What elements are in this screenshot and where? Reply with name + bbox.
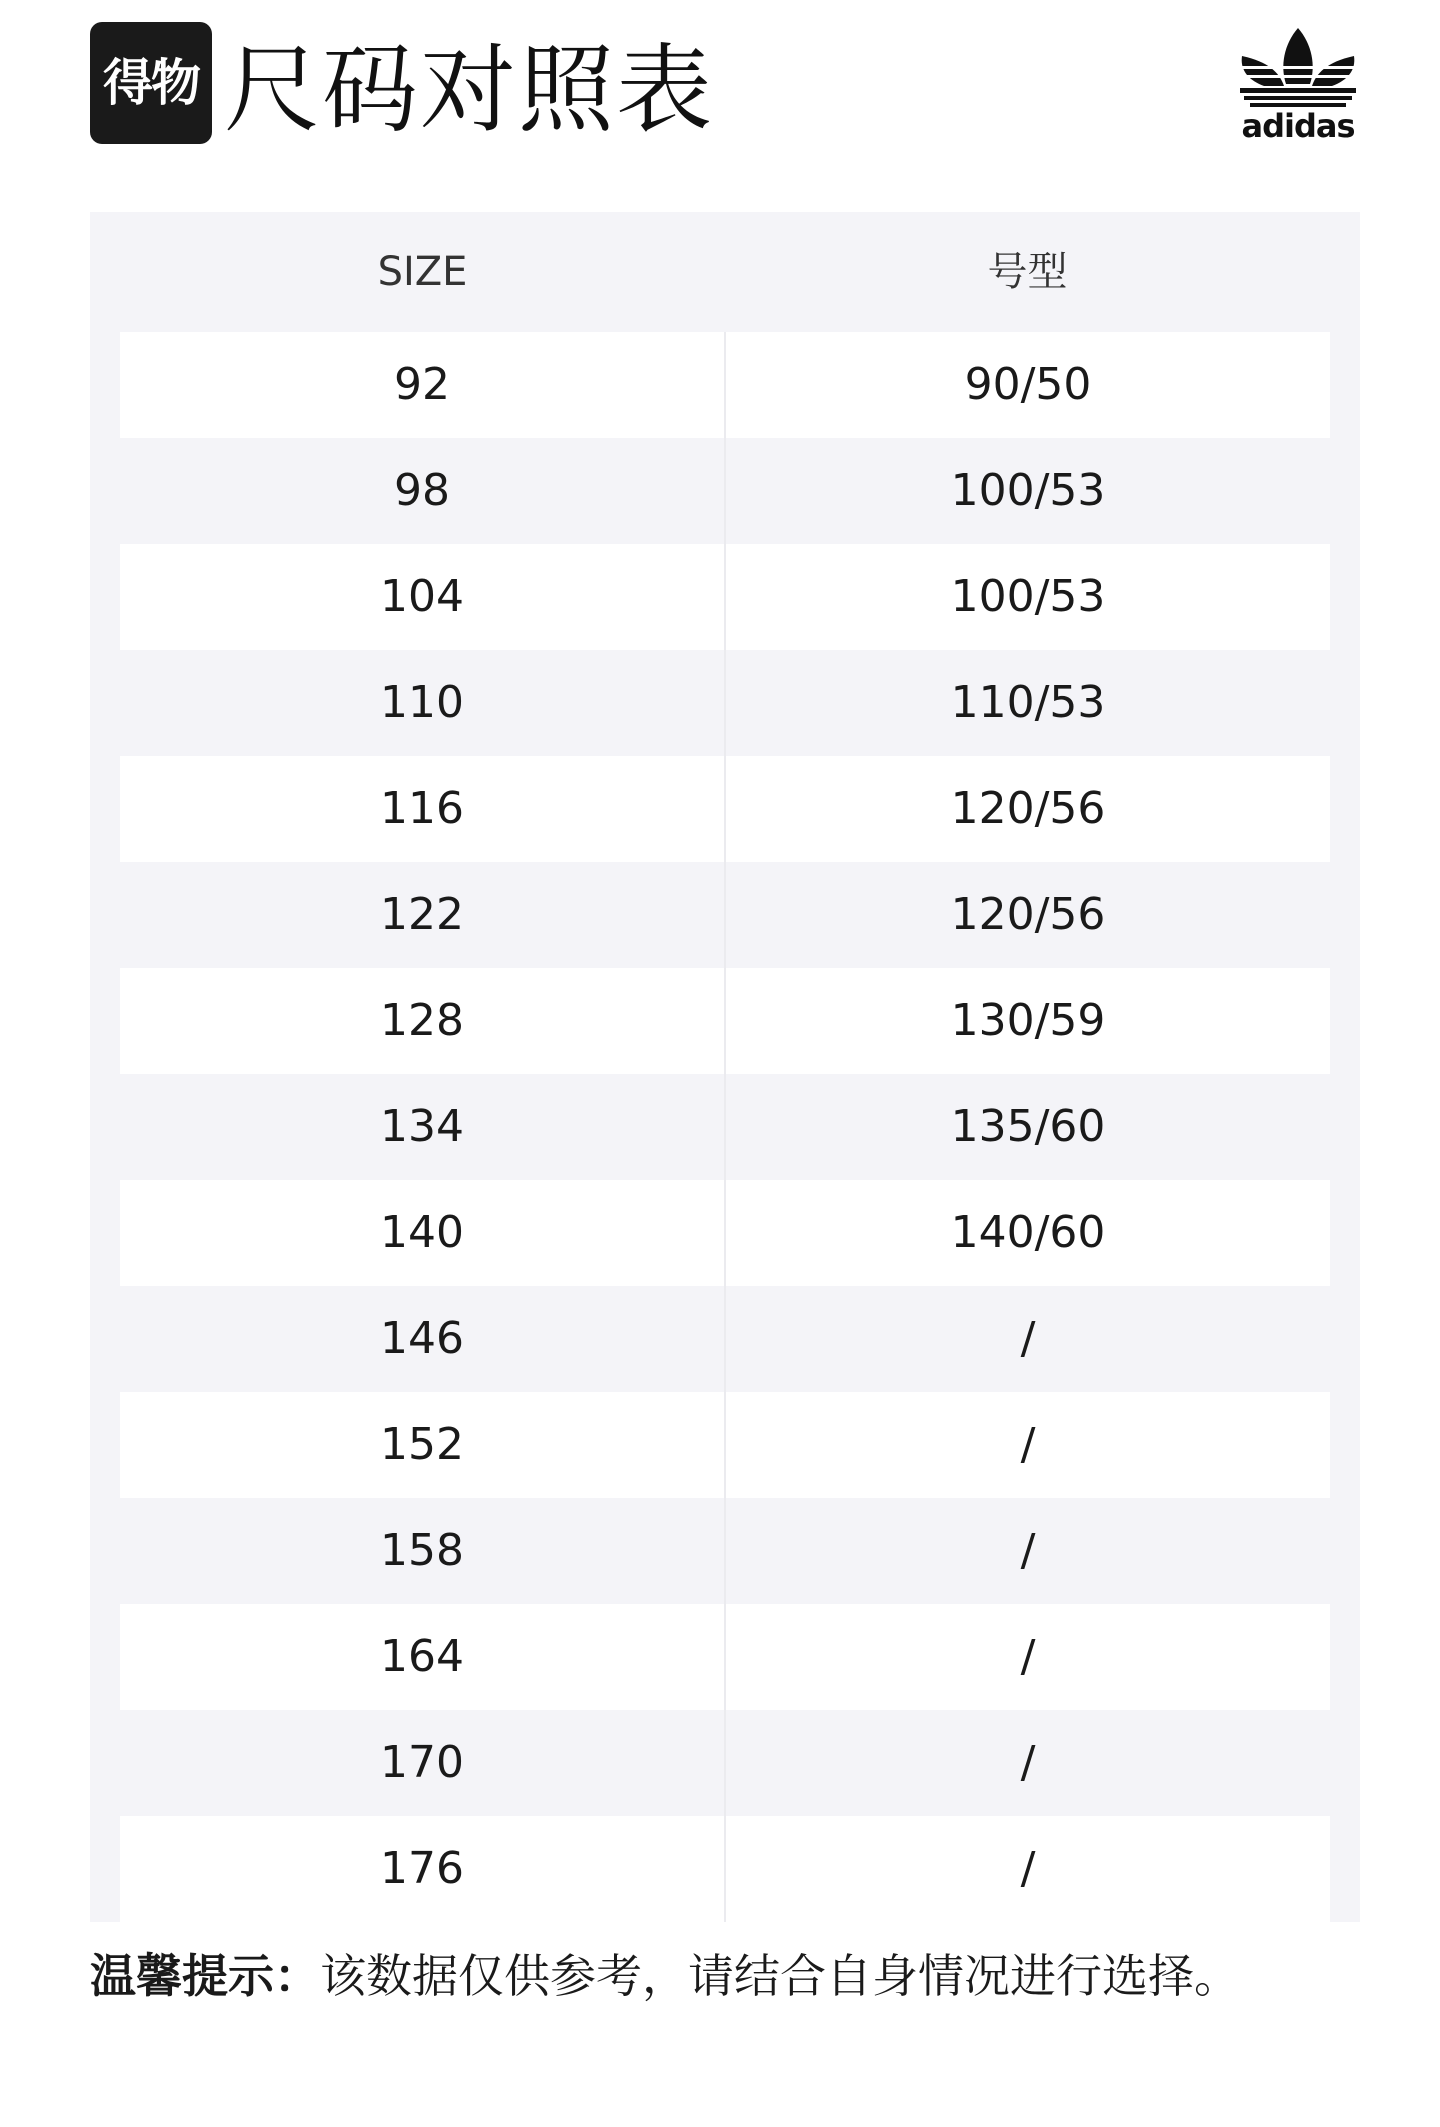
table-row xyxy=(120,756,1330,862)
type-cell: 140/60 xyxy=(726,1180,1330,1286)
adidas-trefoil-icon xyxy=(1236,26,1360,108)
type-cell: 120/56 xyxy=(726,756,1330,862)
type-cell: / xyxy=(726,1392,1330,1498)
brand-logo-text: adidas xyxy=(1241,107,1355,145)
table-row xyxy=(120,438,1330,544)
page-title: 尺码对照表 xyxy=(224,34,714,146)
table-row xyxy=(120,650,1330,756)
table-row xyxy=(120,1074,1330,1180)
type-cell: 90/50 xyxy=(726,332,1330,438)
brand-logo xyxy=(1236,26,1360,144)
type-cell: 120/56 xyxy=(950,889,1106,940)
size-cell: 104 xyxy=(120,544,726,650)
tip-text: 该数据仅供参考，请结合自身情况进行选择。 xyxy=(320,1949,1240,2003)
type-cell: / xyxy=(1020,1313,1036,1364)
size-cell: 134 xyxy=(120,1074,726,1180)
tip-label: 温馨提示： xyxy=(90,1949,320,2003)
size-cell: 170 xyxy=(120,1710,726,1816)
size-cell: 146 xyxy=(120,1286,726,1392)
type-cell: 100/53 xyxy=(950,465,1106,516)
size-cell: 176 xyxy=(120,1816,726,1922)
header xyxy=(90,22,1360,172)
size-cell: 92 xyxy=(120,332,726,438)
table-row xyxy=(120,1498,1330,1604)
column-header-type: 号型 xyxy=(987,249,1068,295)
table-row xyxy=(120,862,1330,968)
table-row xyxy=(120,1816,1330,1922)
column-header-size: SIZE xyxy=(377,249,468,295)
type-cell: / xyxy=(726,1604,1330,1710)
type-cell: 110/53 xyxy=(950,677,1106,728)
size-cell: 98 xyxy=(120,438,726,544)
table-row xyxy=(120,1180,1330,1286)
table-row xyxy=(120,1392,1330,1498)
size-cell: 116 xyxy=(120,756,726,862)
type-cell: 135/60 xyxy=(950,1101,1106,1152)
table-row xyxy=(120,332,1330,438)
size-cell: 164 xyxy=(120,1604,726,1710)
size-cell: 128 xyxy=(120,968,726,1074)
size-cell: 152 xyxy=(120,1392,726,1498)
size-cell: 140 xyxy=(120,1180,726,1286)
table-row xyxy=(120,968,1330,1074)
type-cell: 130/59 xyxy=(726,968,1330,1074)
table-row xyxy=(120,544,1330,650)
type-cell: / xyxy=(1020,1525,1036,1576)
type-cell: / xyxy=(726,1816,1330,1922)
table-row xyxy=(120,1604,1330,1710)
size-cell: 110 xyxy=(120,650,726,756)
size-table xyxy=(90,212,1360,1922)
brand-badge: 得物 xyxy=(90,22,212,144)
type-cell: / xyxy=(1020,1737,1036,1788)
table-row xyxy=(120,1710,1330,1816)
table-row xyxy=(120,1286,1330,1392)
type-cell: 100/53 xyxy=(726,544,1330,650)
tip-note xyxy=(90,1940,1240,2012)
table-header xyxy=(120,212,1330,332)
size-cell: 158 xyxy=(120,1498,726,1604)
size-cell: 122 xyxy=(120,862,726,968)
table-body xyxy=(120,332,1330,1922)
